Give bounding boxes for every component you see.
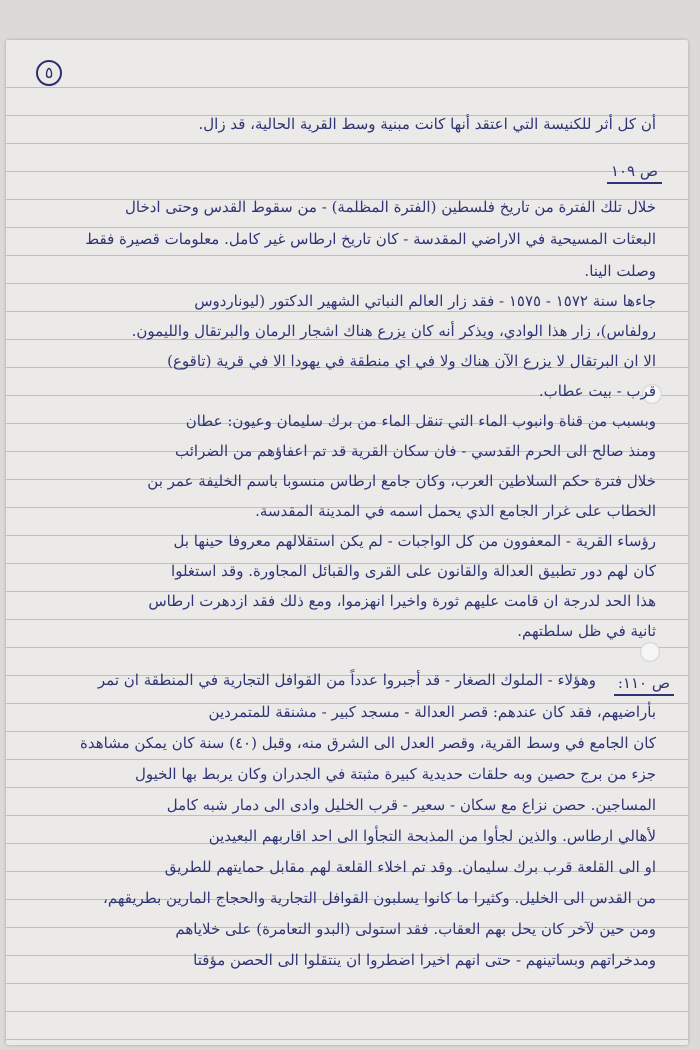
- text-line: بأراضيهم، فقد كان عندهم: قصر العدالة - مسجد كبير - مشنقة للمتمردين: [208, 703, 656, 721]
- text-line: الخطاب على غرار الجامع الذي يحمل اسمه في المدينة المقدسة.: [255, 502, 656, 520]
- text-line: الا ان البرتقال لا يزرع الآن هناك ولا في اي منطقة في يهودا الا في قرية (تاقوع): [167, 352, 656, 370]
- text-line: من القدس الى الخليل. وكثيرا ما كانوا يسلبون القوافل التجارية والحجاج المارين بطريقهم،: [103, 889, 656, 907]
- text-line: رولفاس)، زار هذا الوادي، ويذكر أنه كان يزرع هناك اشجار الرمان والبرتقال والليمون.: [131, 322, 656, 340]
- punch-hole: [640, 642, 660, 662]
- text-line: وبسبب من قناة وانبوب الماء التي تنقل الماء من برك سليمان وعيون: عطان: [185, 412, 656, 430]
- text-line: ثانية في ظل سلطتهم.: [517, 622, 656, 640]
- text-line: أن كل أثر للكنيسة التي اعتقد أنها كانت مبنية وسط القرية الحالية، قد زال.: [198, 115, 656, 133]
- text-line: رؤساء القرية - المعفوون من كل الواجبات - لم يكن استقلالهم معروفا حينها بل: [173, 532, 656, 550]
- text-line: كان الجامع في وسط القرية، وقصر العدل الى الشرق منه، وقبل (٤٠) سنة كان يمكن مشاهدة: [80, 734, 656, 752]
- text-line: المساجين. حصن نزاع مع سكان - سعير - قرب الخليل وادى الى دمار شبه كامل: [166, 796, 656, 814]
- text-line: وصلت الينا.: [584, 262, 656, 280]
- text-line: ومدخراتهم وبساتينهم - حتى انهم اخيرا اضطروا ان ينتقلوا الى الحصن مؤقتا: [193, 951, 656, 969]
- page-reference: ص ١٠٩: [607, 160, 662, 184]
- text-line: لأهالي ارطاس. والذين لجأوا من المذبحة التجأوا الى احد اقاربهم البعيدين: [208, 827, 656, 845]
- text-line: خلال تلك الفترة من تاريخ فلسطين (الفترة المظلمة) - من سقوط القدس وحتى ادخال: [125, 198, 656, 216]
- text-line: ومن حين لآخر كان يحل بهم العقاب. فقد استولى (البدو التعامرة) على خلاياهم: [175, 920, 656, 938]
- page-number: ٥: [36, 60, 62, 86]
- text-line: البعثات المسيحية في الاراضي المقدسة - كان تاريخ ارطاس غير كامل. معلومات قصيرة فقط: [85, 230, 656, 248]
- text-line: جزء من برج حصين وبه حلقات حديدية كبيرة مثبتة في الجدران وكان يربط بها الخيول: [134, 765, 656, 783]
- page-reference: ص ١١٠:: [614, 672, 674, 696]
- text-line: كان لهم دور تطبيق العدالة والقانون على القرى والقبائل المجاورة. وقد استغلوا: [171, 562, 656, 580]
- text-line: هذا الحد لدرجة ان قامت عليهم ثورة واخيرا انهزموا، ومع ذلك فقد ازدهرت ارطاس: [148, 592, 656, 610]
- text-line: او الى القلعة قرب برك سليمان. وقد تم اخلاء القلعة لهم مقابل حمايتهم للطريق: [164, 858, 656, 876]
- notebook-page: [6, 40, 688, 1045]
- text-line: قرب - بيت عطاب.: [538, 382, 656, 400]
- text-line: جاءها سنة ١٥٧٢ - ١٥٧٥ - فقد زار العالم النباتي الشهير الدكتور (ليوناردوس: [194, 292, 656, 310]
- text-line: وهؤلاء - الملوك الصغار - قد أجبروا عدداً من القوافل التجارية في المنطقة ان تمر: [97, 671, 596, 689]
- text-line: ومنذ صالح الى الحرم القدسي - فان سكان القرية قد تم اعفاؤهم من الضرائب: [175, 442, 656, 460]
- text-line: خلال فترة حكم السلاطين العرب، وكان جامع ارطاس منسوبا باسم الخليفة عمر بن: [147, 472, 656, 490]
